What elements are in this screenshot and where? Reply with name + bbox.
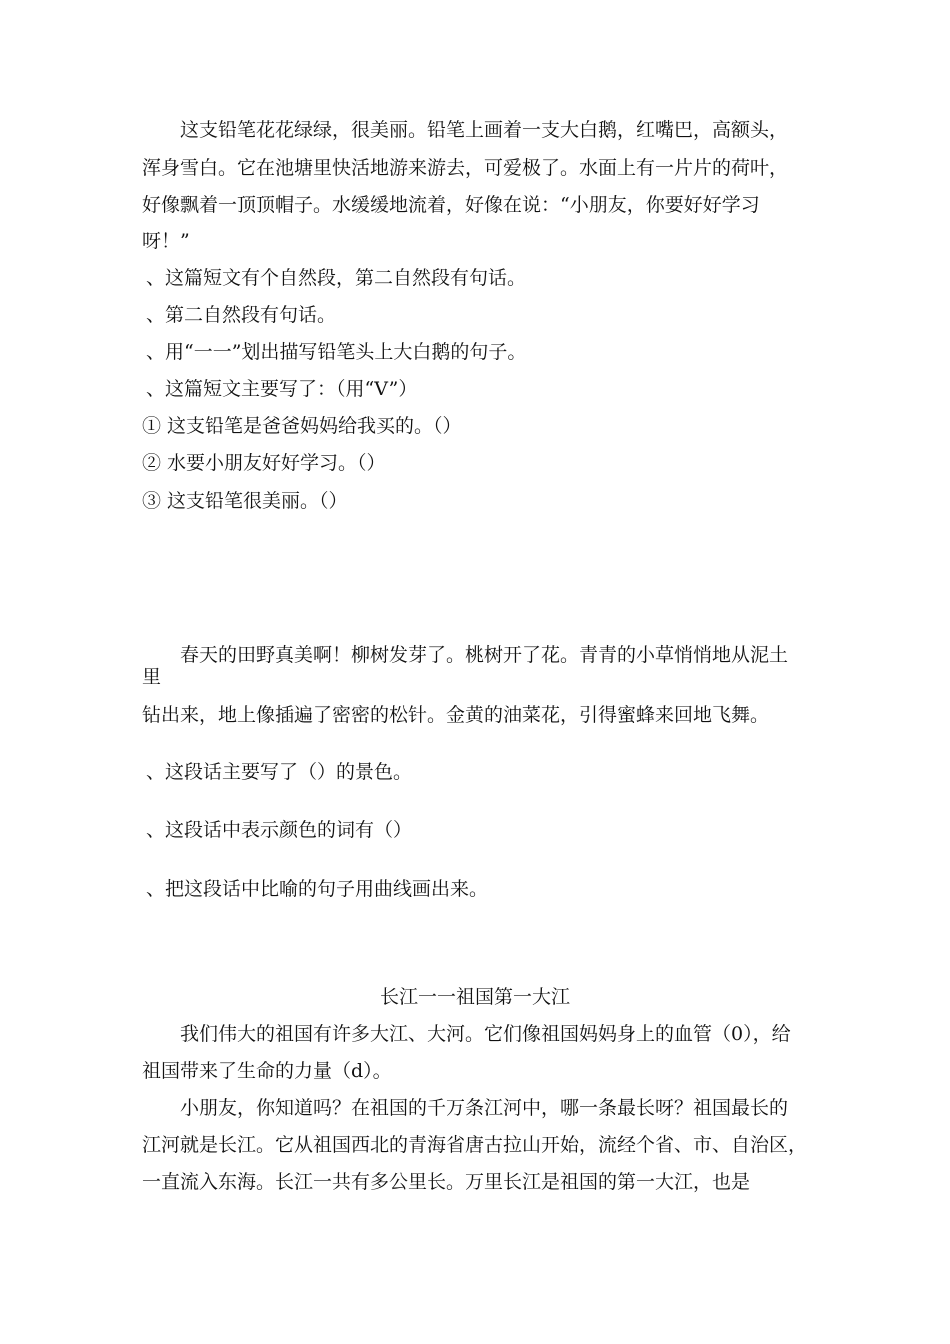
passage2-question-1: 、这段话主要写了（）的景色。 [146,761,413,783]
passage3-line-2: 祖国带来了生命的力量（d）。 [142,1060,392,1082]
passage1-question-4: 、这篇短文主要写了：（用“V”） [146,378,418,400]
passage1-option-3: ③ 这支铅笔很美丽。（） [142,490,348,512]
passage3-line-5: 一直流入东海。长江一共有多公里长。万里长江是祖国的第一大江，也是 [142,1171,751,1193]
passage2-question-2: 、这段话中表示颜色的词有（） [146,819,413,841]
passage3-line-3: 小朋友，你知道吗？在祖国的千万条江河中，哪一条最长呀？祖国最长的 [180,1097,789,1119]
passage1-line-4: 呀！” [142,230,190,252]
passage1-question-3: 、用“一一”划出描写铅笔头上大白鹅的句子。 [146,341,527,363]
passage1-line-2: 浑身雪白。它在池塘里快活地游来游去，可爱极了。水面上有一片片的荷叶， [142,157,789,179]
passage1-line-3: 好像飘着一顶顶帽子。水缓缓地流着，好像在说：“小朋友，你要好好学习 [142,194,760,216]
passage2-line-1: 春天的田野真美啊！柳树发芽了。桃树开了花。青青的小草悄悄地从泥土 [180,644,789,666]
passage1-option-2: ② 水要小朋友好好学习。（） [142,452,386,474]
passage1-question-1: 、这篇短文有个自然段，第二自然段有句话。 [146,267,527,289]
passage1-option-1: ① 这支铅笔是爸爸妈妈给我买的。（） [142,415,462,437]
passage3-line-4: 江河就是长江。它从祖国西北的青海省唐古拉山开始，流经个省、市、自治区， [142,1134,808,1156]
passage1-line-1: 这支铅笔花花绿绿，很美丽。铅笔上画着一支大白鹅，红嘴巴，高额头， [180,119,789,141]
passage1-question-2: 、第二自然段有句话。 [146,304,337,326]
passage3-title: 长江一一祖国第一大江 [379,986,570,1008]
passage2-question-3: 、把这段话中比喻的句子用曲线画出来。 [146,878,489,900]
passage2-line-3: 钻出来，地上像插遍了密密的松针。金黄的油菜花，引得蜜蜂来回地飞舞。 [142,704,770,726]
passage2-line-2: 里 [142,666,162,688]
passage3-line-1: 我们伟大的祖国有许多大江、大河。它们像祖国妈妈身上的血管（0），给 [180,1023,791,1045]
